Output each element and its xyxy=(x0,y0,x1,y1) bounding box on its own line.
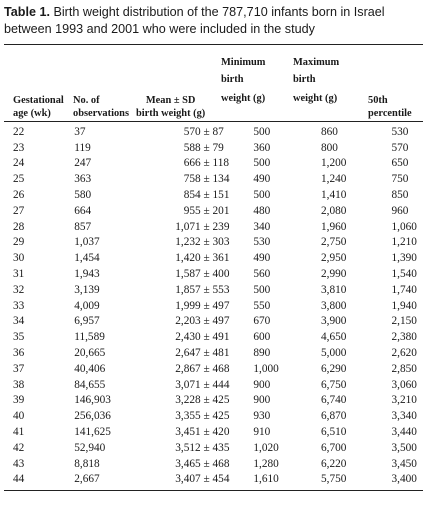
percentile-50-cell: 3,450 xyxy=(391,457,417,470)
percentile-50-cell: 3,060 xyxy=(391,378,417,391)
plus-minus-sign: ± xyxy=(200,299,213,312)
minimum-birth-weight-cell: 560 xyxy=(253,268,271,281)
sd-birth-weight-cell xyxy=(201,440,254,456)
minimum-birth-weight-cell: 900 xyxy=(253,394,271,407)
observations-cell: 1,454 xyxy=(74,252,100,265)
plus-minus-sign: ± xyxy=(200,189,213,202)
sd-value: 425 xyxy=(212,394,230,407)
sd-value: 497 xyxy=(212,299,230,312)
percentile-50-cell: 3,400 xyxy=(391,473,417,486)
gestational-age-cell: 43 xyxy=(13,457,25,470)
mean-birth-weight-cell: 2,867 xyxy=(175,362,201,375)
maximum-birth-weight-cell: 860 xyxy=(321,125,338,138)
header-observations-line: No. of xyxy=(73,95,100,106)
header-percentile-line: percentile xyxy=(368,107,412,119)
minimum-birth-weight-cell: 500 xyxy=(253,283,271,296)
sd-birth-weight-cell xyxy=(201,377,254,393)
maximum-birth-weight-cell: 1,240 xyxy=(321,173,347,186)
table-row xyxy=(4,235,427,251)
percentile-50-cell: 530 xyxy=(391,125,409,138)
mean-birth-weight-cell: 3,407 xyxy=(175,473,201,486)
plus-minus-sign: ± xyxy=(200,347,213,360)
sd-birth-weight-cell xyxy=(201,140,254,156)
header-observations-line: observations xyxy=(73,107,129,119)
sd-value: 420 xyxy=(212,426,230,439)
observations-cell: 141,625 xyxy=(74,426,111,439)
table-caption-text: Birth weight distribution of the 787,710 infants born in Israel between 1993 and 2001 who were included in the study xyxy=(4,5,385,36)
observations-cell: 247 xyxy=(74,157,92,170)
sd-birth-weight-cell xyxy=(201,314,254,330)
gestational-age-cell: 37 xyxy=(13,362,25,375)
minimum-birth-weight-cell: 1,280 xyxy=(253,457,279,470)
mean-birth-weight-cell: 1,420 xyxy=(175,252,201,265)
minimum-birth-weight-cell: 900 xyxy=(253,378,271,391)
maximum-birth-weight-cell: 1,410 xyxy=(321,189,347,202)
mean-birth-weight-cell: 588 xyxy=(183,141,201,154)
percentile-50-cell: 2,380 xyxy=(391,331,417,344)
percentile-50-cell: 2,620 xyxy=(391,347,417,360)
header-minimum-line: birth xyxy=(221,73,244,85)
plus-minus-sign: ± xyxy=(200,410,213,423)
mean-birth-weight-cell: 854 xyxy=(183,189,201,202)
minimum-birth-weight-cell: 1,020 xyxy=(253,441,279,454)
observations-cell: 2,667 xyxy=(74,473,100,486)
maximum-birth-weight-cell: 2,950 xyxy=(321,252,347,265)
sd-value: 201 xyxy=(212,204,230,217)
table-row xyxy=(4,408,427,424)
table-row xyxy=(4,329,427,345)
table-top-rule xyxy=(4,44,423,45)
sd-value: 79 xyxy=(212,141,224,154)
minimum-birth-weight-cell: 480 xyxy=(253,204,271,217)
table-row xyxy=(4,219,427,235)
table-row xyxy=(4,314,427,330)
sd-value: 87 xyxy=(212,125,224,138)
observations-cell: 52,940 xyxy=(74,441,106,454)
sd-value: 303 xyxy=(212,236,230,249)
maximum-birth-weight-cell: 6,510 xyxy=(321,426,347,439)
plus-minus-sign: ± xyxy=(200,125,213,138)
percentile-50-cell: 3,210 xyxy=(391,394,417,407)
sd-value: 454 xyxy=(212,473,230,486)
observations-cell: 1,943 xyxy=(74,268,100,281)
percentile-50-cell: 570 xyxy=(391,141,409,154)
mean-birth-weight-cell: 1,232 xyxy=(175,236,201,249)
percentile-50-cell: 1,740 xyxy=(391,283,417,296)
observations-cell: 8,818 xyxy=(74,457,100,470)
percentile-50-cell: 750 xyxy=(391,173,409,186)
sd-value: 497 xyxy=(212,315,230,328)
observations-cell: 3,139 xyxy=(74,283,100,296)
maximum-birth-weight-cell: 4,650 xyxy=(321,331,347,344)
minimum-birth-weight-cell: 670 xyxy=(253,315,271,328)
maximum-birth-weight-cell: 2,750 xyxy=(321,236,347,249)
minimum-birth-weight-cell: 1,000 xyxy=(253,362,279,375)
table-row xyxy=(4,345,427,361)
sd-birth-weight-cell xyxy=(201,124,254,140)
plus-minus-sign: ± xyxy=(200,441,213,454)
table-row xyxy=(4,266,427,282)
mean-birth-weight-cell: 3,355 xyxy=(175,410,201,423)
observations-cell: 37 xyxy=(74,125,86,138)
percentile-50-cell: 850 xyxy=(391,189,409,202)
header-minimum xyxy=(221,57,265,106)
observations-cell: 119 xyxy=(74,141,91,154)
gestational-age-cell: 29 xyxy=(13,236,25,249)
mean-birth-weight-cell: 955 xyxy=(183,204,201,217)
plus-minus-sign: ± xyxy=(200,394,213,407)
minimum-birth-weight-cell: 490 xyxy=(253,173,271,186)
sd-value: 400 xyxy=(212,268,230,281)
gestational-age-cell: 44 xyxy=(13,473,25,486)
sd-value: 444 xyxy=(212,378,230,391)
percentile-50-cell: 1,060 xyxy=(391,220,417,233)
maximum-birth-weight-cell: 6,700 xyxy=(321,441,347,454)
sd-value: 134 xyxy=(212,173,230,186)
minimum-birth-weight-cell: 340 xyxy=(253,220,271,233)
maximum-birth-weight-cell: 5,000 xyxy=(321,347,347,360)
sd-birth-weight-cell xyxy=(201,456,254,472)
minimum-birth-weight-cell: 600 xyxy=(253,331,271,344)
sd-value: 151 xyxy=(212,189,230,202)
plus-minus-sign: ± xyxy=(200,220,213,233)
sd-value: 239 xyxy=(212,220,230,233)
percentile-50-cell: 3,440 xyxy=(391,426,417,439)
percentile-50-cell: 2,150 xyxy=(391,315,417,328)
header-maximum-line: birth xyxy=(293,73,316,85)
header-percentile-line: 50th xyxy=(368,95,388,106)
header-maximum xyxy=(293,57,339,106)
sd-birth-weight-cell xyxy=(201,250,254,266)
maximum-birth-weight-cell: 6,750 xyxy=(321,378,347,391)
gestational-age-cell: 23 xyxy=(13,141,25,154)
gestational-age-cell: 22 xyxy=(13,125,25,138)
sd-value: 118 xyxy=(212,157,230,170)
mean-birth-weight-cell: 1,857 xyxy=(175,283,201,296)
gestational-age-cell: 34 xyxy=(13,315,25,328)
sd-birth-weight-cell xyxy=(201,171,254,187)
mean-birth-weight-cell: 666 xyxy=(183,157,201,170)
observations-cell: 256,036 xyxy=(74,410,111,423)
plus-minus-sign: ± xyxy=(200,173,213,186)
birth-weight-table xyxy=(4,124,427,487)
observations-cell: 40,406 xyxy=(74,362,106,375)
observations-cell: 84,655 xyxy=(74,378,106,391)
gestational-age-cell: 33 xyxy=(13,299,25,312)
mean-birth-weight-cell: 1,999 xyxy=(175,299,201,312)
header-mean-line: birth weight (g) xyxy=(136,107,206,119)
mean-birth-weight-cell: 3,451 xyxy=(175,426,201,439)
sd-birth-weight-cell xyxy=(201,203,254,219)
sd-birth-weight-cell xyxy=(201,408,254,424)
minimum-birth-weight-cell: 1,610 xyxy=(253,473,279,486)
maximum-birth-weight-cell: 5,750 xyxy=(321,473,347,486)
sd-birth-weight-cell xyxy=(201,282,254,298)
sd-birth-weight-cell xyxy=(201,361,254,377)
sd-value: 491 xyxy=(212,331,230,344)
table-label: Table 1. xyxy=(4,5,50,19)
header-maximum-line: Maximum xyxy=(293,57,340,68)
minimum-birth-weight-cell: 360 xyxy=(253,141,271,154)
maximum-birth-weight-cell: 3,800 xyxy=(321,299,347,312)
minimum-birth-weight-cell: 910 xyxy=(253,426,271,439)
mean-birth-weight-cell: 570 xyxy=(183,125,201,138)
minimum-birth-weight-cell: 890 xyxy=(253,347,271,360)
sd-value: 435 xyxy=(212,441,230,454)
percentile-50-cell: 1,210 xyxy=(391,236,417,249)
plus-minus-sign: ± xyxy=(200,426,213,439)
percentile-50-cell: 1,940 xyxy=(391,299,417,312)
table-row xyxy=(4,250,427,266)
mean-birth-weight-cell: 3,465 xyxy=(175,457,201,470)
sd-birth-weight-cell xyxy=(201,219,254,235)
minimum-birth-weight-cell: 490 xyxy=(253,252,271,265)
header-mean-line: Mean ± SD xyxy=(145,95,196,106)
table-row xyxy=(4,440,427,456)
minimum-birth-weight-cell: 500 xyxy=(253,157,271,170)
header-50th-percentile xyxy=(368,95,412,120)
sd-birth-weight-cell xyxy=(201,266,254,282)
mean-birth-weight-cell: 1,587 xyxy=(175,268,201,281)
observations-cell: 363 xyxy=(74,173,92,186)
table-row xyxy=(4,298,427,314)
gestational-age-cell: 31 xyxy=(13,268,25,281)
observations-cell: 20,665 xyxy=(74,347,106,360)
gestational-age-cell: 28 xyxy=(13,220,25,233)
maximum-birth-weight-cell: 3,810 xyxy=(321,283,347,296)
minimum-birth-weight-cell: 550 xyxy=(253,299,271,312)
mean-birth-weight-cell: 1,071 xyxy=(175,220,201,233)
observations-cell: 4,009 xyxy=(74,299,100,312)
observations-cell: 6,957 xyxy=(74,315,100,328)
gestational-age-cell: 26 xyxy=(13,189,25,202)
sd-birth-weight-cell xyxy=(201,472,254,488)
sd-birth-weight-cell xyxy=(201,187,254,203)
gestational-age-cell: 30 xyxy=(13,252,25,265)
header-maximum-line: weight (g) xyxy=(293,93,338,104)
header-minimum-line: Minimum xyxy=(221,57,266,68)
plus-minus-sign: ± xyxy=(200,457,213,470)
minimum-birth-weight-cell: 500 xyxy=(253,189,271,202)
gestational-age-cell: 39 xyxy=(13,394,25,407)
mean-birth-weight-cell: 3,071 xyxy=(175,378,201,391)
maximum-birth-weight-cell: 800 xyxy=(321,141,338,154)
observations-cell: 11,589 xyxy=(74,331,105,344)
observations-cell: 580 xyxy=(74,189,92,202)
sd-value: 468 xyxy=(212,362,230,375)
mean-birth-weight-cell: 758 xyxy=(183,173,201,186)
sd-birth-weight-cell xyxy=(201,156,254,172)
sd-birth-weight-cell xyxy=(201,329,254,345)
gestational-age-cell: 35 xyxy=(13,331,25,344)
header-age xyxy=(13,95,64,120)
percentile-50-cell: 650 xyxy=(391,157,409,170)
plus-minus-sign: ± xyxy=(200,268,213,281)
table-body xyxy=(4,124,427,487)
plus-minus-sign: ± xyxy=(200,204,213,217)
sd-birth-weight-cell xyxy=(201,424,254,440)
plus-minus-sign: ± xyxy=(200,283,213,296)
maximum-birth-weight-cell: 2,080 xyxy=(321,204,347,217)
table-row xyxy=(4,472,427,488)
table-row xyxy=(4,156,427,172)
mean-birth-weight-cell: 2,203 xyxy=(175,315,201,328)
plus-minus-sign: ± xyxy=(200,236,213,249)
observations-cell: 146,903 xyxy=(74,394,111,407)
percentile-50-cell: 3,340 xyxy=(391,410,417,423)
table-header-rule xyxy=(4,121,423,122)
plus-minus-sign: ± xyxy=(200,362,213,375)
table-row xyxy=(4,456,427,472)
table-caption xyxy=(4,4,424,38)
sd-value: 553 xyxy=(212,283,230,296)
maximum-birth-weight-cell: 6,740 xyxy=(321,394,347,407)
table-row xyxy=(4,377,427,393)
table-bottom-rule xyxy=(4,490,423,491)
gestational-age-cell: 24 xyxy=(13,157,25,170)
table-row xyxy=(4,203,427,219)
plus-minus-sign: ± xyxy=(200,331,213,344)
observations-cell: 857 xyxy=(74,220,92,233)
maximum-birth-weight-cell: 1,200 xyxy=(321,157,347,170)
plus-minus-sign: ± xyxy=(200,252,213,265)
gestational-age-cell: 32 xyxy=(13,283,25,296)
header-age-line: Gestational xyxy=(13,95,64,106)
maximum-birth-weight-cell: 6,290 xyxy=(321,362,347,375)
header-mean-sd xyxy=(136,95,205,120)
plus-minus-sign: ± xyxy=(200,141,213,154)
plus-minus-sign: ± xyxy=(200,378,213,391)
header-minimum-line: weight (g) xyxy=(221,93,266,104)
percentile-50-cell: 1,540 xyxy=(391,268,417,281)
gestational-age-cell: 40 xyxy=(13,410,25,423)
minimum-birth-weight-cell: 930 xyxy=(253,410,271,423)
percentile-50-cell: 3,500 xyxy=(391,441,417,454)
table-row xyxy=(4,171,427,187)
sd-birth-weight-cell xyxy=(201,393,254,409)
sd-value: 481 xyxy=(212,347,230,360)
gestational-age-cell: 27 xyxy=(13,204,25,217)
gestational-age-cell: 41 xyxy=(13,426,25,439)
header-observations xyxy=(73,95,129,120)
mean-birth-weight-cell: 3,512 xyxy=(175,441,201,454)
table-row xyxy=(4,140,427,156)
table-row xyxy=(4,361,427,377)
gestational-age-cell: 38 xyxy=(13,378,25,391)
gestational-age-cell: 42 xyxy=(13,441,25,454)
minimum-birth-weight-cell: 500 xyxy=(253,125,271,138)
sd-value: 468 xyxy=(212,457,230,470)
plus-minus-sign: ± xyxy=(200,315,213,328)
sd-birth-weight-cell xyxy=(201,235,254,251)
table-row xyxy=(4,424,427,440)
minimum-birth-weight-cell: 530 xyxy=(253,236,271,249)
header-age-line: age (wk) xyxy=(13,107,51,119)
maximum-birth-weight-cell: 2,990 xyxy=(321,268,347,281)
maximum-birth-weight-cell: 6,220 xyxy=(321,457,347,470)
sd-birth-weight-cell xyxy=(201,345,254,361)
gestational-age-cell: 25 xyxy=(13,173,25,186)
mean-birth-weight-cell: 2,647 xyxy=(175,347,201,360)
sd-value: 361 xyxy=(212,252,230,265)
table-row xyxy=(4,187,427,203)
mean-birth-weight-cell: 3,228 xyxy=(175,394,201,407)
gestational-age-cell: 36 xyxy=(13,347,25,360)
table-row xyxy=(4,393,427,409)
percentile-50-cell: 2,850 xyxy=(391,362,417,375)
sd-value: 425 xyxy=(212,410,230,423)
mean-birth-weight-cell: 2,430 xyxy=(175,331,201,344)
plus-minus-sign: ± xyxy=(200,157,213,170)
percentile-50-cell: 1,390 xyxy=(391,252,417,265)
sd-birth-weight-cell xyxy=(201,298,254,314)
plus-minus-sign: ± xyxy=(200,473,213,486)
table-row xyxy=(4,124,427,140)
maximum-birth-weight-cell: 3,900 xyxy=(321,315,347,328)
maximum-birth-weight-cell: 1,960 xyxy=(321,220,347,233)
observations-cell: 1,037 xyxy=(74,236,100,249)
observations-cell: 664 xyxy=(74,204,92,217)
maximum-birth-weight-cell: 6,870 xyxy=(321,410,347,423)
percentile-50-cell: 960 xyxy=(391,204,409,217)
table-row xyxy=(4,282,427,298)
